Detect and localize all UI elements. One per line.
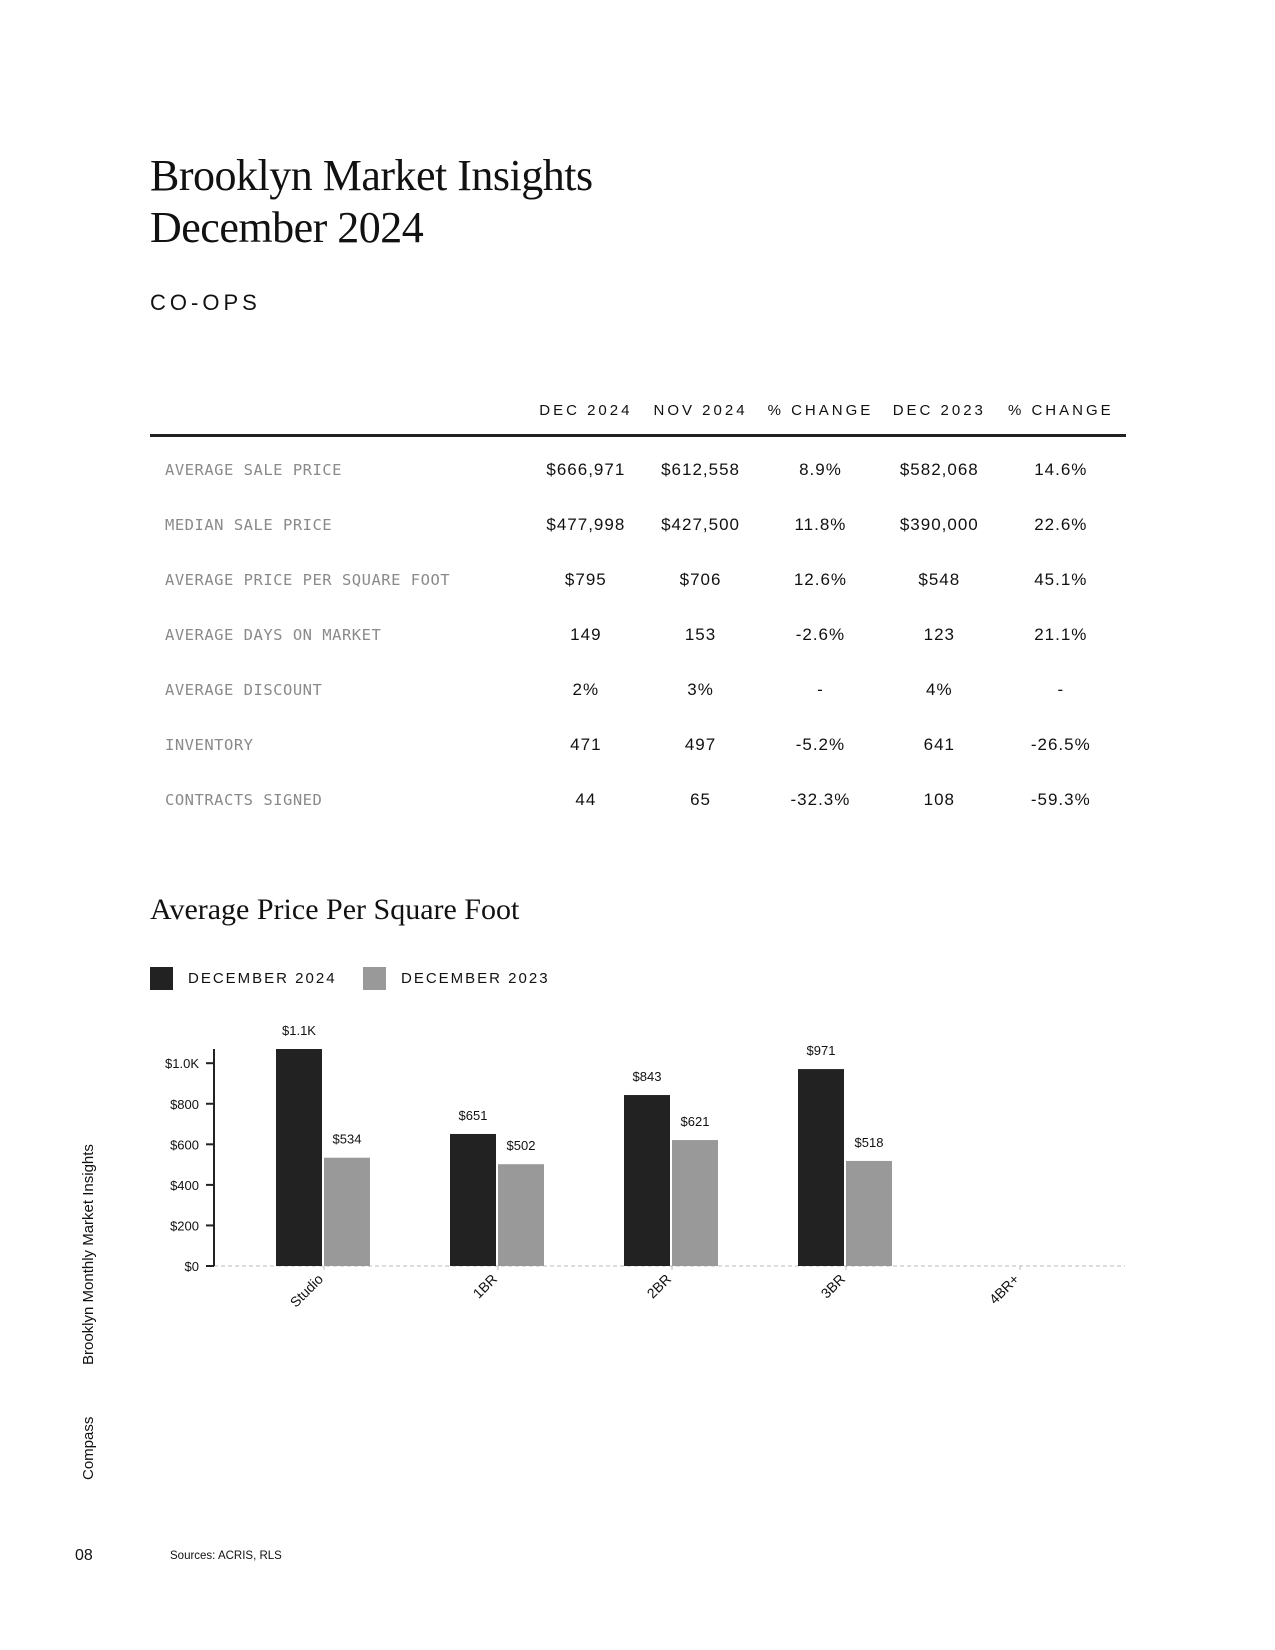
sidebar-brand: Compass [80, 1416, 97, 1480]
row-label: INVENTORY [165, 735, 254, 754]
bar-data-label: $534 [332, 1131, 362, 1147]
row-label: AVERAGE DAYS ON MARKET [165, 625, 382, 644]
table-cell: 123 [923, 624, 955, 644]
row-label: CONTRACTS SIGNED [165, 790, 323, 809]
table-cell: 22.6% [1034, 514, 1088, 534]
bar-data-label: $651 [458, 1107, 488, 1123]
x-tick-label: 2BR [643, 1270, 675, 1302]
table-cell: $582,068 [899, 459, 979, 479]
table-cell: $706 [679, 569, 722, 589]
table-cell: - [817, 679, 824, 699]
column-header: % CHANGE [758, 400, 883, 436]
x-tick-label: 3BR [817, 1270, 849, 1302]
bar-data-label: $518 [854, 1134, 884, 1150]
table-cell: $666,971 [546, 459, 626, 479]
page-number: 08 [75, 1547, 93, 1564]
table-cell: 4% [926, 679, 953, 699]
table-cell: 2% [572, 679, 600, 699]
y-tick-label: $800 [170, 1096, 199, 1112]
table-cell: $548 [918, 569, 961, 589]
row-label: AVERAGE DISCOUNT [165, 680, 323, 699]
column-header: NOV 2024 [643, 400, 758, 436]
table-cell: -5.2% [795, 734, 846, 754]
table-cell: 21.1% [1034, 624, 1088, 644]
bar-dec-2023 [846, 1161, 892, 1266]
bar-dec-2024 [276, 1049, 322, 1266]
column-header: DEC 2024 [529, 400, 644, 436]
y-tick-label: $200 [170, 1218, 199, 1234]
table-cell: $390,000 [899, 514, 979, 534]
column-header: DEC 2023 [883, 400, 996, 436]
row-label: AVERAGE PRICE PER SQUARE FOOT [165, 570, 451, 589]
table-cell: 11.8% [794, 514, 847, 534]
bar-data-label: $971 [806, 1043, 836, 1059]
bar-dec-2024 [624, 1095, 670, 1266]
page-title-line-2: December 2024 [150, 203, 424, 252]
chart-title: Average Price Per Square Foot [150, 893, 520, 926]
table-cell: - [1057, 679, 1065, 699]
row-label: AVERAGE SALE PRICE [165, 460, 342, 479]
table-cell: $427,500 [661, 514, 740, 534]
x-tick-label: Studio [286, 1270, 327, 1311]
legend-label: DECEMBER 2024 [188, 970, 337, 987]
bar-dec-2023 [498, 1164, 544, 1266]
bar-data-label: $621 [680, 1114, 710, 1130]
table-cell: $795 [564, 569, 607, 589]
table-cell: $477,998 [546, 514, 626, 534]
bar-data-label: $502 [506, 1138, 536, 1154]
table-cell: -26.5% [1030, 734, 1091, 754]
column-header: % CHANGE [996, 400, 1126, 436]
bar-dec-2024 [798, 1069, 844, 1266]
table-cell: 153 [684, 624, 717, 644]
sources-note: Sources: ACRIS, RLS [170, 1550, 282, 1562]
bar-dec-2023 [672, 1140, 718, 1266]
table-cell: 44 [575, 789, 597, 809]
x-tick-label: 1BR [469, 1270, 501, 1302]
table-cell: 14.6% [1034, 459, 1088, 479]
y-tick-label: $600 [170, 1137, 199, 1153]
table-cell: -59.3% [1030, 789, 1091, 809]
table-cell: 471 [570, 734, 602, 754]
table-cell: 45.1% [1034, 569, 1088, 589]
sidebar-title: Brooklyn Monthly Market Insights [80, 1144, 97, 1365]
table-cell: -32.3% [790, 789, 851, 809]
table-cell: 497 [684, 734, 717, 754]
bar-dec-2023 [324, 1158, 370, 1266]
table-cell: 8.9% [799, 459, 842, 479]
table-cell: -2.6% [795, 624, 846, 644]
y-tick-label: $0 [184, 1259, 199, 1274]
page-title-line-1: Brooklyn Market Insights [150, 151, 593, 200]
table-cell: 65 [690, 789, 711, 809]
table-cell: 12.6% [793, 569, 848, 589]
bar-data-label: $843 [632, 1069, 662, 1085]
table-cell: 108 [923, 789, 955, 809]
y-tick-label: $400 [170, 1177, 199, 1193]
y-tick-label: $1.0K [165, 1056, 199, 1072]
x-tick-label: 4BR+ [985, 1270, 1023, 1308]
table-cell: $612,558 [661, 459, 740, 479]
table-cell: 641 [923, 734, 955, 754]
bar-data-label: $1.1K [282, 1023, 316, 1038]
row-label: MEDIAN SALE PRICE [165, 515, 333, 534]
table-cell: 3% [687, 679, 714, 699]
legend-label: DECEMBER 2023 [401, 970, 550, 987]
bar-dec-2024 [450, 1134, 496, 1266]
section-heading: CO-OPS [150, 290, 261, 315]
table-cell: 149 [570, 624, 602, 644]
